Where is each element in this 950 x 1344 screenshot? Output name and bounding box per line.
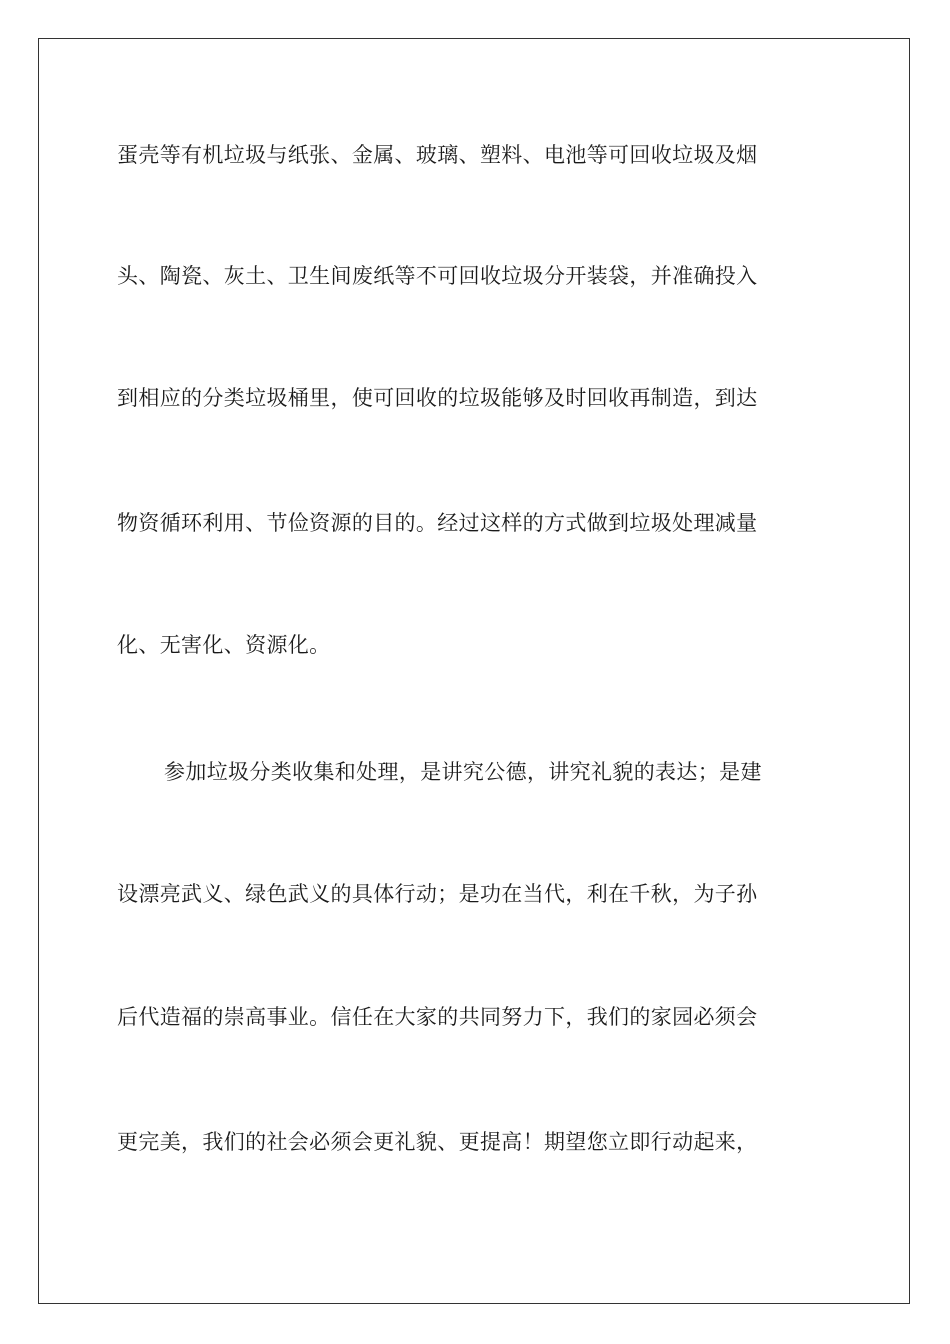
paragraph-line: 设漂亮武义、绿色武义的具体行动；是功在当代，利在千秋，为子孙 [117,882,758,906]
paragraph-line: 蛋壳等有机垃圾与纸张、金属、玻璃、塑料、电池等可回收垃圾及烟 [117,143,758,167]
paragraph-line: 物资循环利用、节俭资源的目的。经过这样的方式做到垃圾处理减量 [117,511,758,535]
paragraph-line: 到相应的分类垃圾桶里，使可回收的垃圾能够及时回收再制造，到达 [117,386,758,410]
paragraph-line: 头、陶瓷、灰土、卫生间废纸等不可回收垃圾分开装袋，并准确投入 [117,264,758,288]
paragraph-line: 化、无害化、资源化。 [117,633,331,657]
paragraph-line: 后代造福的崇高事业。信任在大家的共同努力下，我们的家园必须会 [117,1005,758,1029]
paragraph-line-indented: 参加垃圾分类收集和处理，是讲究公德，讲究礼貌的表达；是建 [164,760,762,784]
paragraph-line: 更完美，我们的社会必须会更礼貌、更提高！期望您立即行动起来， [117,1130,758,1154]
page-frame [38,38,910,1304]
